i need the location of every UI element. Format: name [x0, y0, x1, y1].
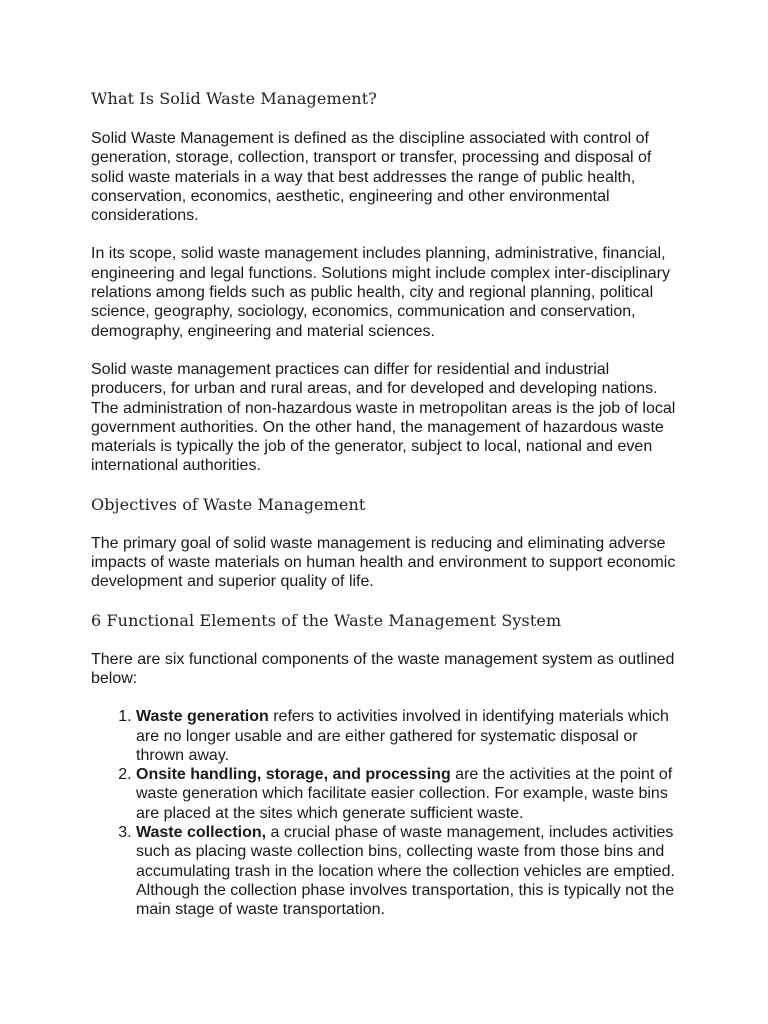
list-item	[136, 823, 687, 919]
list-item	[136, 765, 687, 823]
list-item-term: Waste collection,	[136, 824, 267, 842]
paragraph-definition: Solid Waste Management is defined as the discipline associated with control of generation, storage, collection, transport or transfer, processing and disposal of solid waste materials in a way that best addresses the range of public health, conservation, economics, aesthetic, engineering and other environmental considerations.	[91, 130, 652, 225]
paragraph-objectives: The primary goal of solid waste management is reducing and eliminating adverse impacts of waste materials on human health and environment to support economic development and superior quality of life.	[91, 534, 676, 591]
paragraph-practices: Solid waste management practices can differ for residential and industrial producers, for urban and rural areas, and for developed and developing nations. The administration of non-hazardous waste in metropolitan areas is the job of local government authorities. On the other hand, the management of hazardous waste materials is typically the job of the generator, subject to local, national and even international authorities.	[91, 360, 676, 475]
document-page	[91, 88, 687, 920]
functional-elements-list	[91, 707, 687, 919]
list-item-term: Waste generation	[136, 708, 269, 726]
heading-what-is-swm: What Is Solid Waste Management?	[91, 89, 377, 108]
list-item-text: a crucial phase of waste management, includes activities such as placing waste collection bins, collecting waste from those bins and accumulating trash in the location where the collection vehicles are emptied. Although the collection phase involves transportation, this is typically not the main stage of waste transportation.	[136, 824, 675, 919]
list-item-term: Onsite handling, storage, and processing	[136, 766, 451, 784]
paragraph-elements-intro: There are six functional components of the waste management system as outlined below:	[91, 650, 675, 687]
list-item	[136, 707, 687, 765]
heading-objectives: Objectives of Waste Management	[91, 494, 366, 514]
list-item-text: are the activities at the point of waste generation which facilitate easier collection. For example, waste bins are placed at the sites which generate sufficient waste.	[136, 766, 673, 822]
paragraph-scope: In its scope, solid waste management includes planning, administrative, financial, engineering and legal functions. Solutions might include complex inter-disciplinary relations among fields such as public health, city and regional planning, political science, geography, sociology, economics, communication and conservation, demography, engineering and material sciences.	[91, 245, 670, 340]
list-item-text: refers to activities involved in identifying materials which are no longer usable and are either gathered for systematic disposal or thrown away.	[136, 708, 669, 764]
heading-functional-elements: 6 Functional Elements of the Waste Management System	[91, 610, 562, 630]
